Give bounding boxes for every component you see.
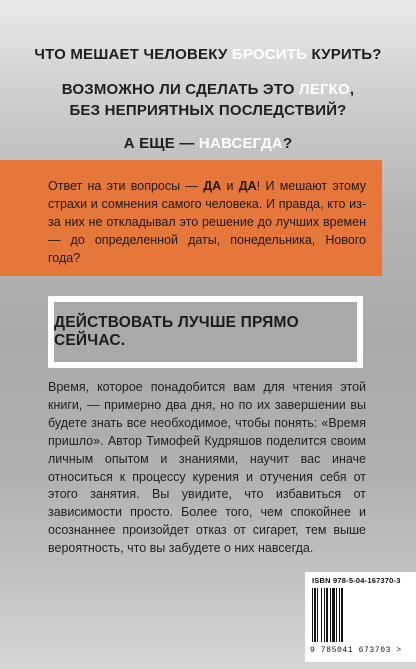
question-2 (0, 79, 416, 100)
question-3 (0, 133, 416, 154)
isbn-label: ISBN 978-5-04-167370-3 (312, 576, 401, 585)
barcode-bar (324, 588, 325, 642)
publisher-logo-icon (352, 603, 376, 633)
barcode-bar (341, 588, 343, 642)
question-2-highlight: ЛЕГКО (299, 81, 350, 98)
barcode-bar (326, 588, 328, 642)
barcode-bar (312, 588, 313, 642)
question-1-highlight: БРОСИТЬ (231, 46, 308, 63)
answer-text-1: Ответ на эти вопросы — (48, 179, 204, 193)
statement-box (48, 296, 363, 368)
answer-text-2: и (221, 179, 239, 193)
barcode-bar (314, 588, 316, 642)
barcode-bar (332, 588, 335, 642)
question-2-text: ВОЗМОЖНО ЛИ СДЕЛАТЬ ЭТО (61, 81, 300, 98)
barcode-bar (330, 588, 331, 642)
question-1-text: ЧТО МЕШАЕТ ЧЕЛОВЕКУ (34, 46, 232, 63)
question-2-end: , (349, 81, 355, 98)
answer-paragraph (48, 177, 366, 267)
question-2-line-2: БЕЗ НЕПРИЯТНЫХ ПОСЛЕДСТВИЙ? (69, 102, 347, 119)
barcode-number: 9 785041 673703 > (310, 646, 402, 655)
barcode-bar (336, 588, 337, 642)
barcode-bar (317, 588, 318, 642)
barcode-bar (321, 588, 322, 642)
question-3-highlight: НАВСЕГДА (198, 135, 283, 152)
barcode-bars (312, 588, 348, 644)
question-1 (0, 44, 416, 65)
answer-yes-2: ДА (238, 179, 257, 193)
question-3-end: ? (282, 135, 293, 152)
description-paragraph: Время, которое понадобится вам для чтения этой книги, — примерно два дня, но по их завершении вы будете знать все необходимое, чтобы понять: «Время пришло». Автор Тимофей Кудряшов поделится своим личным опытом и знаниями, научит вас иначе относиться к процессу курения и отучения себя от этого занятия. Вы увидите, что избавиться от зависимости просто. Более того, чем спокойнее и осознаннее произойдет отказ от сигарет, тем выше вероятность, что вы забудете о них навсегда. (48, 380, 366, 556)
barcode-bar (339, 588, 340, 642)
answer-yes-1: ДА (203, 179, 222, 193)
statement-text: ДЕЙСТВОВАТЬ ЛУЧШЕ ПРЯМО СЕЙЧАС. (54, 314, 299, 349)
answer-text-3: ! И мешают этому страхи и сомнения самого человека. И правда, кто из-за них не откладывал это решение до лучших времен — до определенной даты, понедельника, Нового года? (48, 179, 366, 265)
question-3-text: А ЕЩЕ — (123, 135, 199, 152)
question-1-end: КУРИТЬ? (307, 46, 382, 63)
